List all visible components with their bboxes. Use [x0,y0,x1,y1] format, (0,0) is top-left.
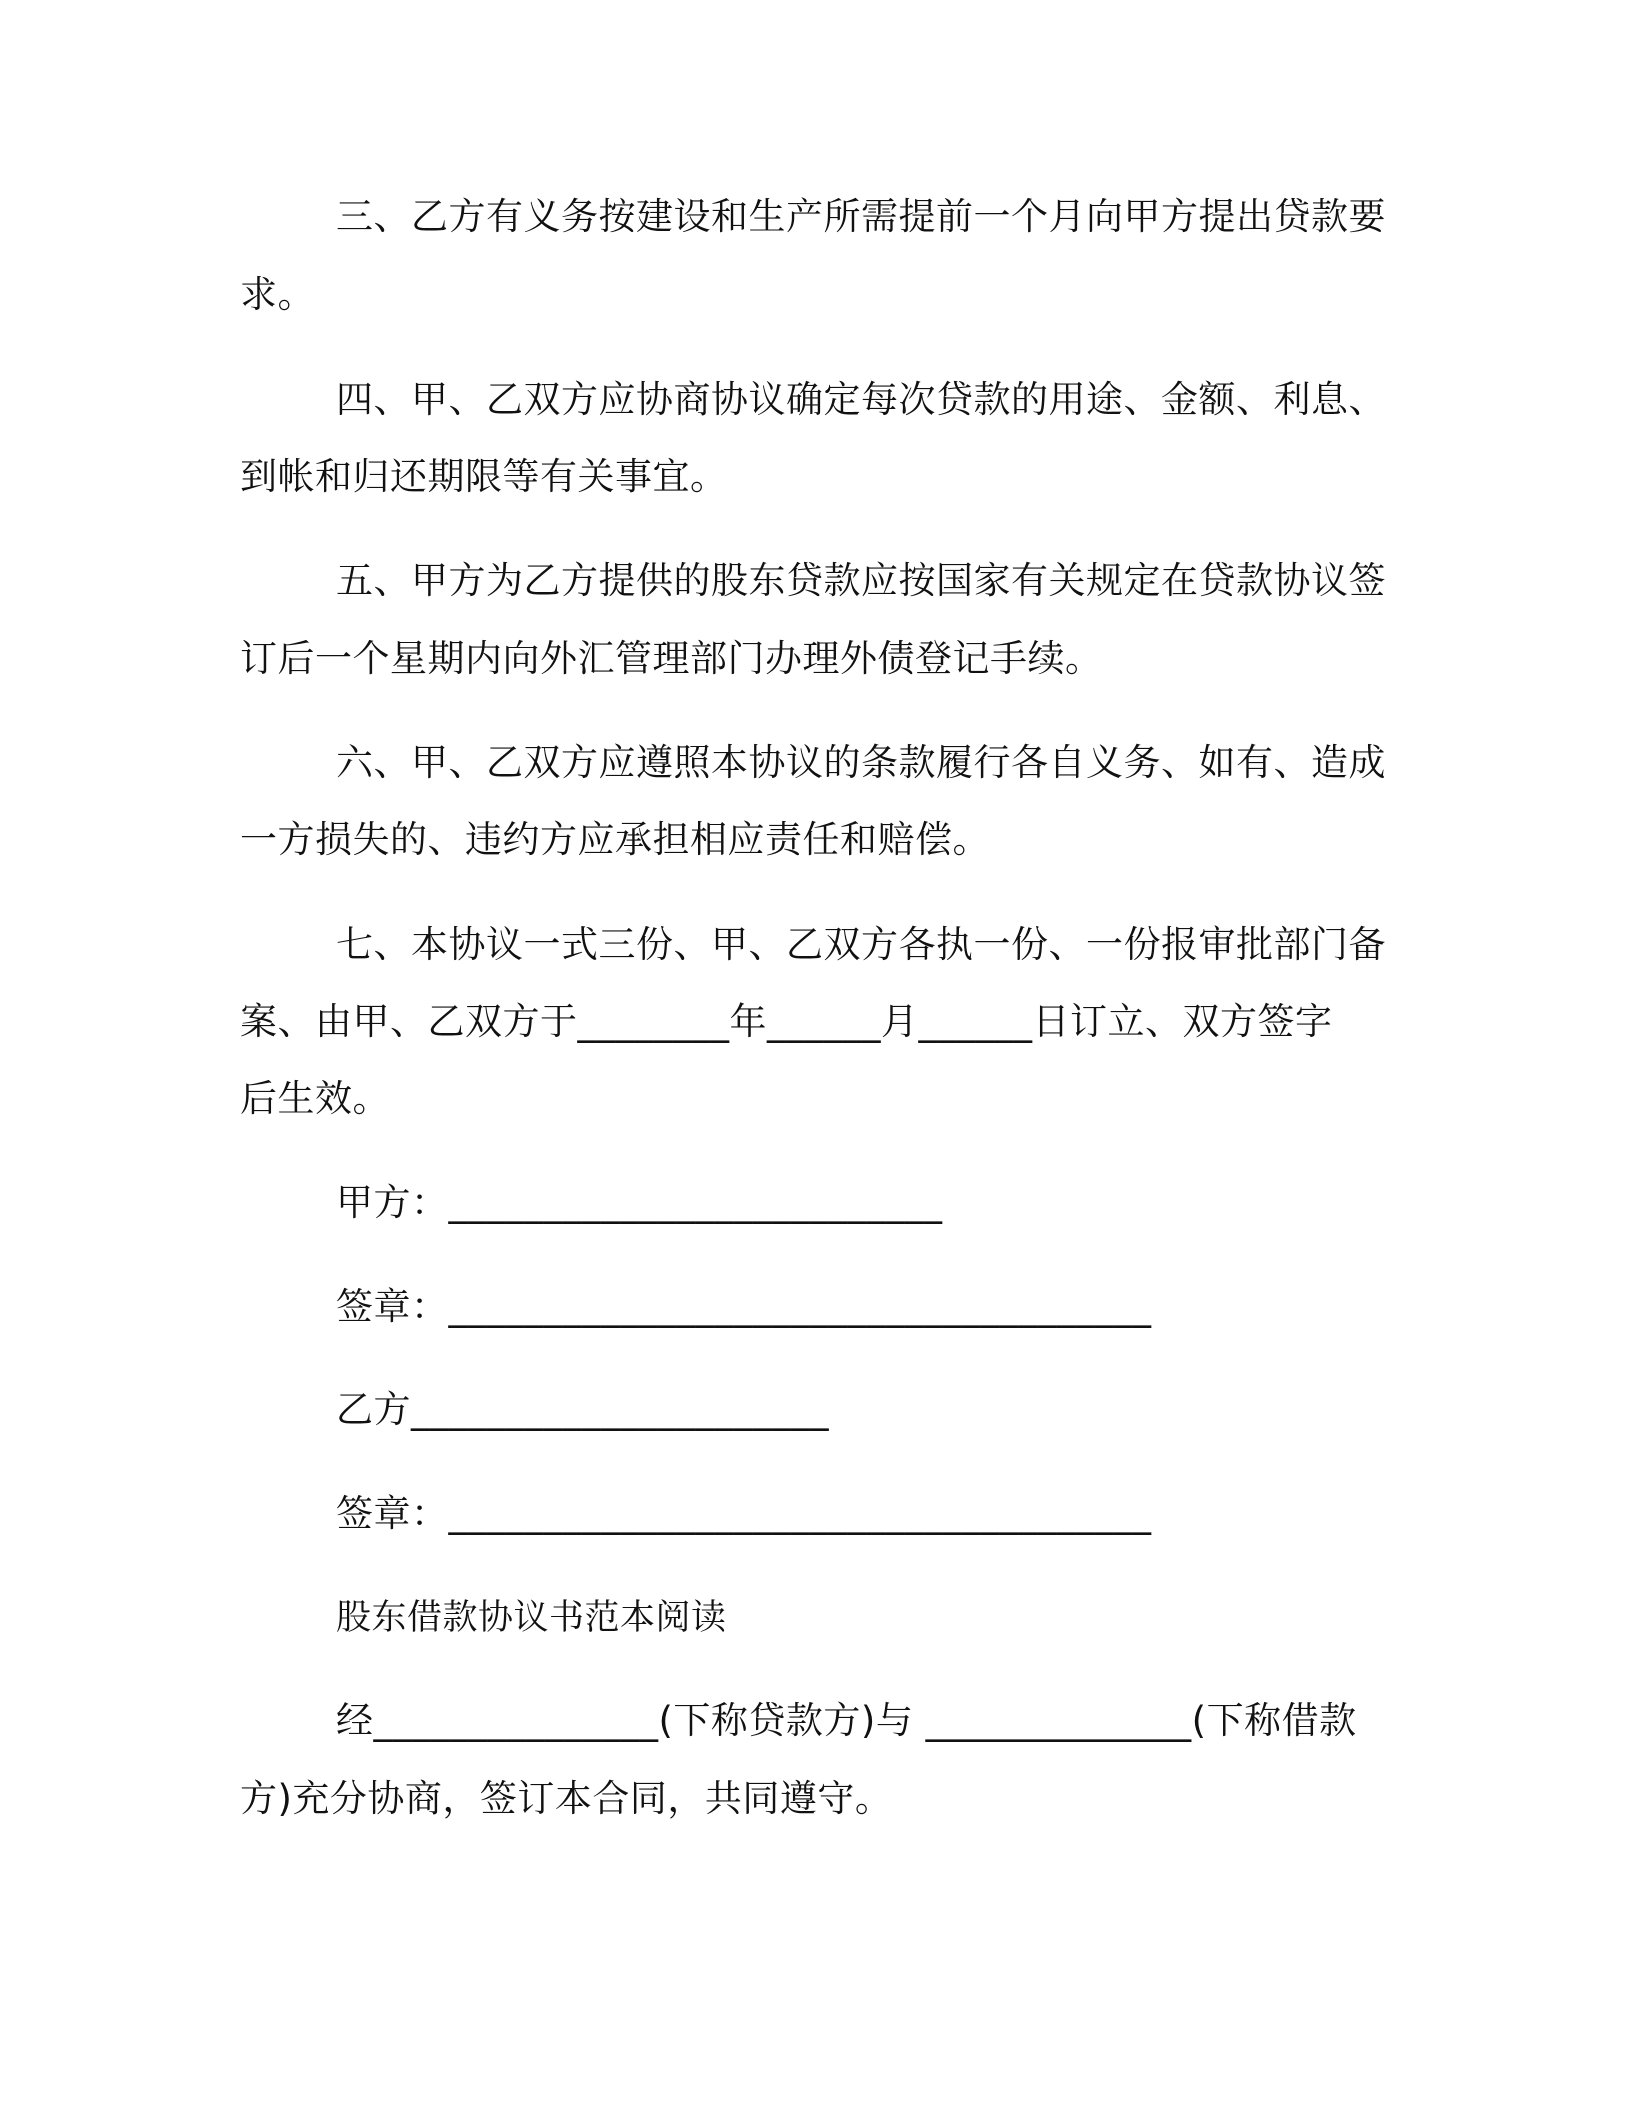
preamble-line-2: 方)充分协商，签订本合同，共同遵守。 [240,1777,893,1820]
clause-7-line-3: 后生效。 [240,1077,390,1120]
clause-6-line-1: 六、甲、乙双方应遵照本协议的条款履行各自义务、如有、造成 [336,741,1386,784]
party-b-seal-field: 签章：_____________________________________ [336,1492,1152,1535]
clause-5-line-2: 订后一个星期内向外汇管理部门办理外债登记手续。 [240,637,1103,680]
section-heading: 股东借款协议书范本阅读 [336,1598,727,1638]
clause-4-line-2: 到帐和归还期限等有关事宜。 [240,455,728,498]
party-a-seal-field: 签章：_____________________________________ [336,1285,1152,1328]
clause-5-line-1: 五、甲方为乙方提供的股东贷款应按国家有关规定在贷款协议签 [336,559,1386,602]
clause-3-line-1: 三、乙方有义务按建设和生产所需提前一个月向甲方提出贷款要 [336,195,1386,238]
clause-7-line-1: 七、本协议一式三份、甲、乙双方各执一份、一份报审批部门备 [336,923,1386,966]
party-a-field: 甲方：__________________________ [336,1181,943,1224]
clause-3-line-2: 求。 [240,273,315,316]
preamble-line-1: 经_______________(下称贷款方)与 ______________(下称借款 [336,1699,1357,1742]
party-b-field: 乙方______________________ [336,1388,829,1431]
clause-6-line-2: 一方损失的、违约方应承担相应责任和赔偿。 [240,818,990,861]
clause-4-line-1: 四、甲、乙双方应协商协议确定每次贷款的用途、金额、利息、 [336,378,1386,421]
clause-7-line-2: 案、由甲、乙双方于________年______月______日订立、双方签字 [240,1000,1333,1043]
